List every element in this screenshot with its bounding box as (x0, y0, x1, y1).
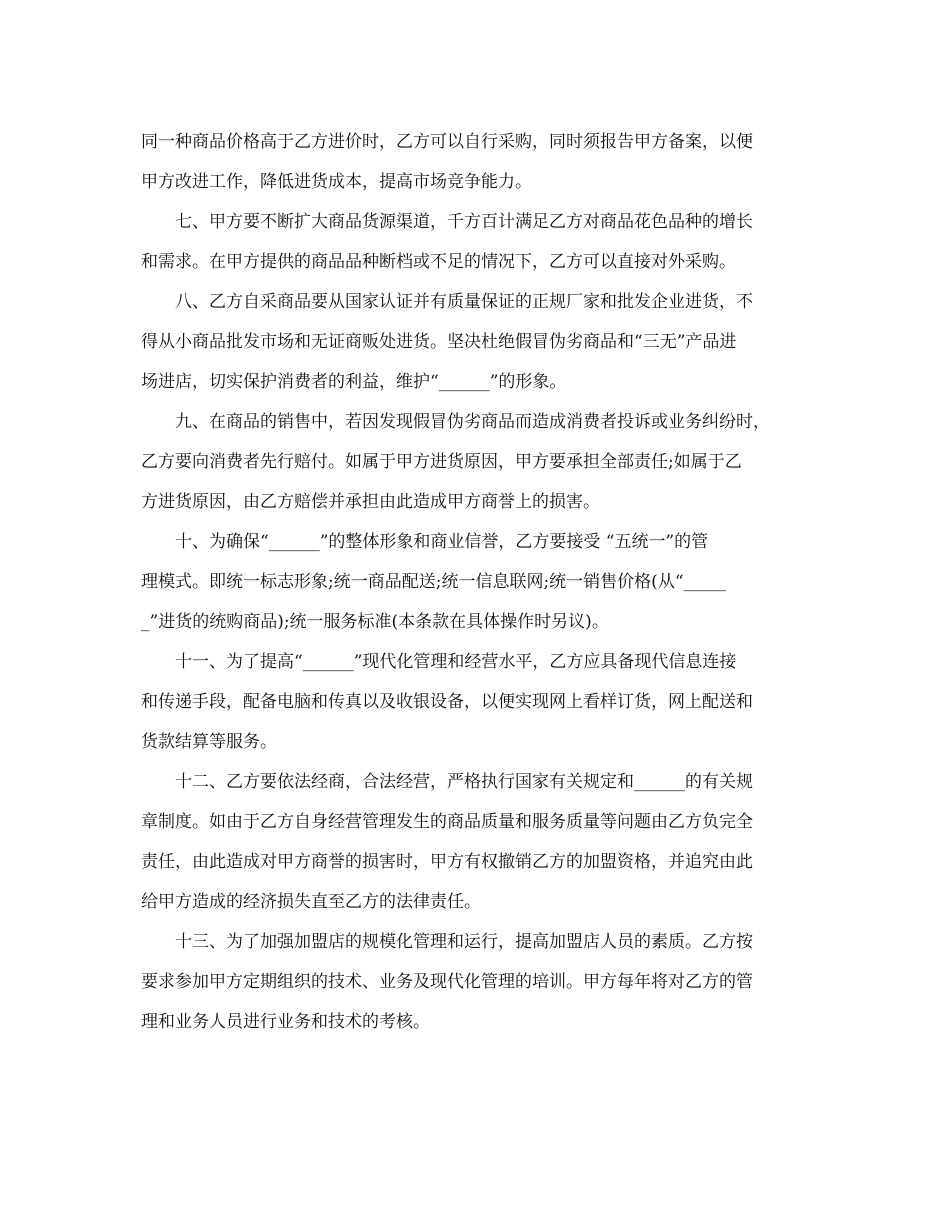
text-line: 给甲方造成的经济损失直至乙方的法律责任。 (141, 892, 481, 912)
text-line: 理和业务人员进行业务和技术的考核。 (141, 1012, 430, 1032)
text-line: 七、甲方要不断扩大商品货源渠道，千方百计满足乙方对商品花色品种的增长 (141, 212, 753, 232)
paragraph-clause-11 (141, 642, 809, 762)
text-line: 乙方要向消费者先行赔付。如属于甲方进货原因，甲方要承担全部责任;如属于乙 (141, 452, 742, 472)
document-body (141, 122, 809, 1042)
text-line: 章制度。如由于乙方自身经营管理发生的商品质量和服务质量等问题由乙方负完全 (141, 812, 753, 832)
text-line: 货款结算等服务。 (141, 732, 277, 752)
paragraph-clause-13 (141, 922, 809, 1042)
text-line: _”进货的统购商品);统一服务标准(本条款在具体操作时另议)。 (141, 612, 609, 632)
text-line: 同一种商品价格高于乙方进价时，乙方可以自行采购，同时须报告甲方备案，以便 (141, 132, 753, 152)
text-line: 场进店，切实保护消费者的利益，维护“______”的形象。 (141, 372, 567, 392)
text-line: 和传递手段，配备电脑和传真以及收银设备，以便实现网上看样订货，网上配送和 (141, 692, 753, 712)
text-line: 方进货原因，由乙方赔偿并承担由此造成甲方商誉上的损害。 (141, 492, 600, 512)
text-line: 责任，由此造成对甲方商誉的损害时，甲方有权撤销乙方的加盟资格，并追究由此 (141, 852, 753, 872)
paragraph-clause-10 (141, 522, 809, 642)
text-line: 理模式。即统一标志形象;统一商品配送;统一信息联网;统一销售价格(从“_____ (141, 572, 727, 592)
text-line: 甲方改进工作，降低进货成本，提高市场竞争能力。 (141, 172, 532, 192)
text-line: 九、在商品的销售中，若因发现假冒伪劣商品而造成消费者投诉或业务纠纷时， (141, 412, 770, 432)
text-line: 十、为确保“______”的整体形象和商业信誉，乙方要接受 “五统一”的管 (141, 532, 709, 552)
paragraph-clause-12 (141, 762, 809, 922)
paragraph-clause-9 (141, 402, 809, 522)
paragraph-clause-8 (141, 282, 809, 402)
text-line: 得从小商品批发市场和无证商贩处进货。坚决杜绝假冒伪劣商品和“三无”产品进 (141, 332, 737, 352)
paragraph-clause-7 (141, 202, 809, 282)
text-line: 十一、为了提高“______”现代化管理和经营水平，乙方应具备现代信息连接 (141, 652, 737, 672)
text-line: 和需求。在甲方提供的商品品种断档或不足的情况下，乙方可以直接对外采购。 (141, 252, 736, 272)
paragraph-continuation (141, 122, 809, 202)
text-line: 要求参加甲方定期组织的技术、业务及现代化管理的培训。甲方每年将对乙方的管 (141, 972, 753, 992)
text-line: 十三、为了加强加盟店的规模化管理和运行，提高加盟店人员的素质。乙方按 (141, 932, 753, 952)
text-line: 十二、乙方要依法经商，合法经营，严格执行国家有关规定和______的有关规 (141, 772, 753, 792)
text-line: 八、乙方自采商品要从国家认证并有质量保证的正规厂家和批发企业进货，不 (141, 292, 753, 312)
